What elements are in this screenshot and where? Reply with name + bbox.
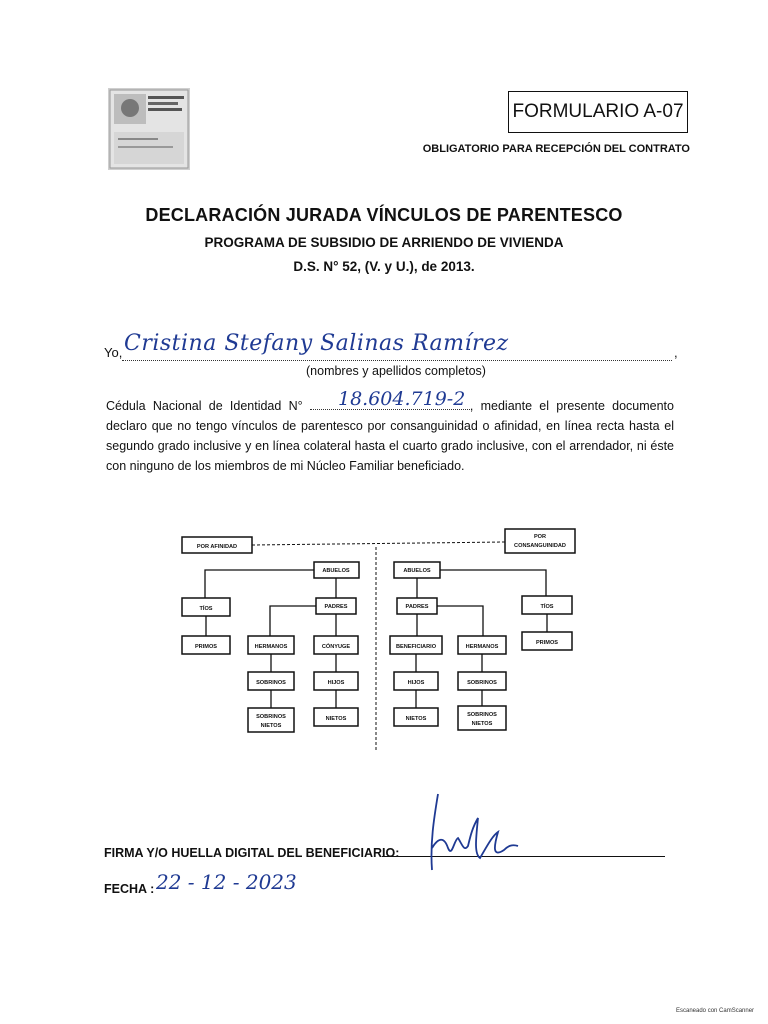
right-primos-label: PRIMOS [535,640,559,646]
left-abuelos-label: ABUELOS [322,568,350,574]
yo-label: Yo, [104,345,123,360]
form-code-box [508,91,688,133]
right-sobrinos-label: SOBRINOS [467,680,497,686]
left-nietos-label: NIETOS [325,716,347,722]
right-hermanos-label: HERMANOS [465,644,499,650]
government-seal-icon [108,88,190,170]
right-abuelos-label: ABUELOS [403,568,431,574]
program-subtitle: PROGRAMA DE SUBSIDIO DE ARRIENDO DE VIVIENDA [204,235,564,250]
obligatory-note: OBLIGATORIO PARA RECEPCIÓN DEL CONTRATO [422,143,690,155]
right-sobrinos-nietos-label-2: NIETOS [471,721,493,727]
decree-subtitle: D.S. N° 52, (V. y U.), de 2013. [293,259,475,274]
left-conyuge-label: CÓNYUGE [321,644,351,650]
handwritten-id-number: 18.604.719-2 [338,388,466,410]
left-primos-label: PRIMOS [194,644,218,650]
right-nietos-label: NIETOS [405,716,427,722]
por-consanguinidad-label-1: POR [533,534,547,540]
por-consanguinidad-box [505,529,575,553]
handwritten-date: 22 - 12 - 2023 [156,870,297,894]
id-label: Cédula Nacional de Identidad N° [106,399,303,413]
left-hermanos-label: HERMANOS [254,644,288,650]
scanner-watermark: Escaneado con CamScanner [676,1008,755,1014]
kinship-diagram [180,522,580,752]
left-tios-label: TÍOS [199,606,213,612]
document-title: DECLARACIÓN JURADA VÍNCULOS DE PARENTESCO [145,205,623,225]
right-padres-label: PADRES [405,604,429,610]
declaration-text: , mediante el presente documento declaro que no tengo vínculos de parentesco por consanguinidad o afinidad, en línea recta hasta el segundo grado inclusive y en línea colateral hasta el cuarto grado inclusive, con el arrendador, ni éste con ninguno de los miembros de mi Núcleo Familiar beneficiado. [106,399,674,473]
date-label: FECHA : [104,882,155,896]
left-padres-label: PADRES [324,604,348,610]
por-afinidad-label: POR AFINIDAD [196,544,238,550]
right-hijos-label: HIJOS [407,680,425,686]
name-dotted-line [122,360,672,361]
right-sobrinos-nietos-label-1: SOBRINOS [467,712,497,718]
left-hijos-label: HIJOS [327,680,345,686]
handwritten-name: Cristina Stefany Salinas Ramírez [124,331,509,356]
signature-label: FIRMA Y/O HUELLA DIGITAL DEL BENEFICIARIO: [104,846,400,860]
left-sobrinos-nietos-label-1: SOBRINOS [256,714,286,720]
form-code: FORMULARIO A-07 [512,101,684,122]
name-comma: , [674,345,678,360]
left-sobrinos-label: SOBRINOS [256,680,286,686]
name-caption: (nombres y apellidos completos) [306,364,486,378]
left-sobrinos-nietos-label-2: NIETOS [260,723,282,729]
por-consanguinidad-label-2: CONSANGUINIDAD [514,543,566,549]
handwritten-signature [408,788,528,878]
right-tios-label: TÍOS [540,604,554,610]
right-beneficiario-label: BENEFICIARIO [395,644,437,650]
government-seal-logo [108,88,190,170]
